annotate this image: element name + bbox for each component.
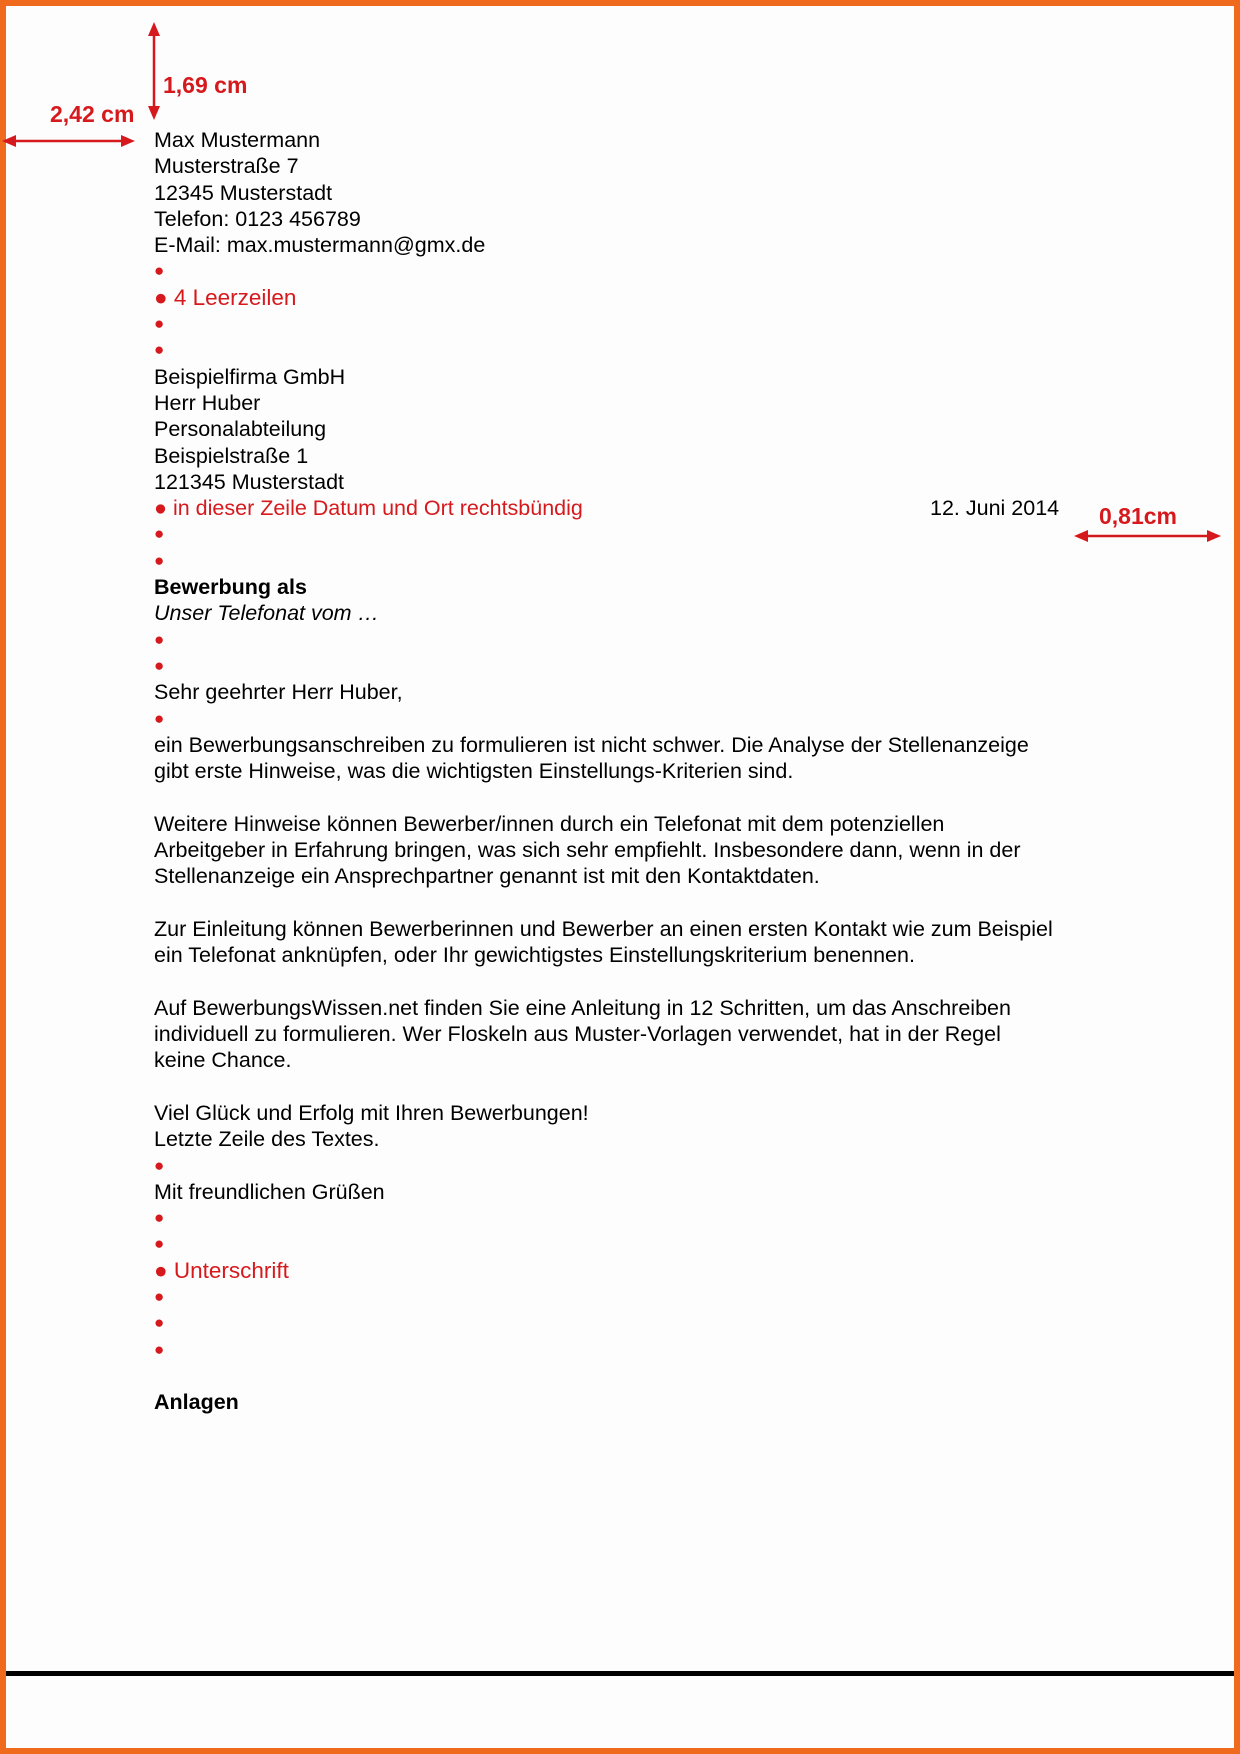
empty-line-marker: ●: [154, 1234, 165, 1254]
empty-line-marker: ●: [154, 550, 165, 570]
body-paragraph-2-line-2: Arbeitgeber in Erfahrung bringen, was sich sehr empfiehlt. Insbesondere dann, wenn in der: [154, 838, 1021, 863]
attachments-heading: Anlagen: [154, 1390, 239, 1415]
letter-date: 12. Juni 2014: [930, 496, 1060, 521]
recipient-company: Beispielfirma GmbH: [154, 364, 346, 389]
empty-line-marker: ●: [154, 655, 165, 675]
sender-city: 12345 Musterstadt: [154, 180, 333, 205]
salutation: Sehr geehrter Herr Huber,: [154, 680, 403, 705]
blank-line: [154, 969, 1114, 995]
empty-line-marker: ●: [154, 1208, 165, 1228]
empty-line-marker: ●: [154, 340, 165, 360]
recipient-city: 121345 Musterstadt: [154, 469, 345, 494]
empty-line-marker: ●: [154, 314, 165, 334]
body-paragraph-2-line-1: Weitere Hinweise können Bewerber/innen durch ein Telefonat mit dem potenziellen: [154, 811, 945, 836]
empty-line-marker: ●: [154, 708, 165, 728]
empty-line-marker: ●: [154, 1313, 165, 1333]
signature-note: ● Unterschrift: [154, 1257, 289, 1283]
date-row: [154, 495, 1114, 521]
recipient-street: Beispielstraße 1: [154, 443, 309, 468]
subject-reference: Unser Telefonat vom …: [154, 601, 380, 626]
sender-street: Musterstraße 7: [154, 154, 299, 179]
subject-title: Bewerbung als: [154, 575, 307, 600]
sender-email: E-Mail: max.mustermann@gmx.de: [154, 233, 486, 258]
body-paragraph-5-line-1: Viel Glück und Erfolg mit Ihren Bewerbungen!: [154, 1100, 589, 1125]
right-margin-arrowhead-right: [1207, 530, 1221, 542]
blank-line: [154, 1074, 1114, 1100]
recipient-contact: Herr Huber: [154, 390, 261, 415]
sender-phone: Telefon: 0123 456789: [154, 206, 361, 231]
body-paragraph-3-line-2: ein Telefonat anknüpfen, oder Ihr gewichtigstes Einstellungskriterium benennen.: [154, 943, 915, 968]
blank-line: [154, 784, 1114, 810]
closing: Mit freundlichen Grüßen: [154, 1179, 385, 1204]
empty-line-marker: ●: [154, 1155, 165, 1175]
sender-name: Max Mustermann: [154, 128, 321, 152]
body-paragraph-3-line-1: Zur Einleitung können Bewerberinnen und Bewerber an einen ersten Kontakt wie zum Beispiel: [154, 916, 1053, 941]
empty-line-marker: ●: [154, 1339, 165, 1359]
body-paragraph-2-line-3: Stellenanzeige ein Ansprechpartner genannt ist mit den Kontaktdaten.: [154, 864, 820, 889]
blank-line: [154, 890, 1114, 916]
body-paragraph-1-line-1: ein Bewerbungsanschreiben zu formulieren ist nicht schwer. Die Analyse der Stellenanzeige: [154, 732, 1029, 757]
letter-body: [154, 127, 1114, 1416]
body-paragraph-5-line-2: Letzte Zeile des Textes.: [154, 1127, 380, 1152]
top-margin-arrowhead-down: [148, 106, 160, 120]
left-margin-arrowhead-left: [2, 135, 16, 147]
top-margin-label: 1,69 cm: [163, 72, 248, 98]
blank-line: [154, 1363, 1114, 1389]
body-paragraph-4-line-3: keine Chance.: [154, 1048, 292, 1073]
empty-line-marker: ●: [154, 1287, 165, 1307]
right-margin-label: 0,81cm: [1099, 503, 1178, 529]
body-paragraph-1-line-2: gibt erste Hinweise, was die wichtigsten Einstellungs-Kriterien sind.: [154, 759, 794, 784]
footer-rule: [6, 1671, 1234, 1676]
top-margin-arrowhead-up: [148, 22, 160, 36]
empty-line-marker: ●: [154, 629, 165, 649]
empty-line-marker: ●: [154, 524, 165, 544]
recipient-department: Personalabteilung: [154, 417, 327, 442]
empty-line-marker: ●: [154, 261, 165, 281]
left-margin-label: 2,42 cm: [50, 101, 135, 127]
body-paragraph-4-line-1: Auf BewerbungsWissen.net finden Sie eine Anleitung in 12 Schritten, um das Anschreiben: [154, 995, 1011, 1020]
body-paragraph-4-line-2: individuell zu formulieren. Wer Floskeln aus Muster-Vorlagen verwendet, hat in der Regel: [154, 1022, 1001, 1047]
empty-lines-note: ● 4 Leerzeilen: [154, 284, 297, 310]
left-margin-arrowhead-right: [121, 135, 135, 147]
date-line-note: ● in dieser Zeile Datum und Ort rechtsbündig: [154, 496, 583, 521]
